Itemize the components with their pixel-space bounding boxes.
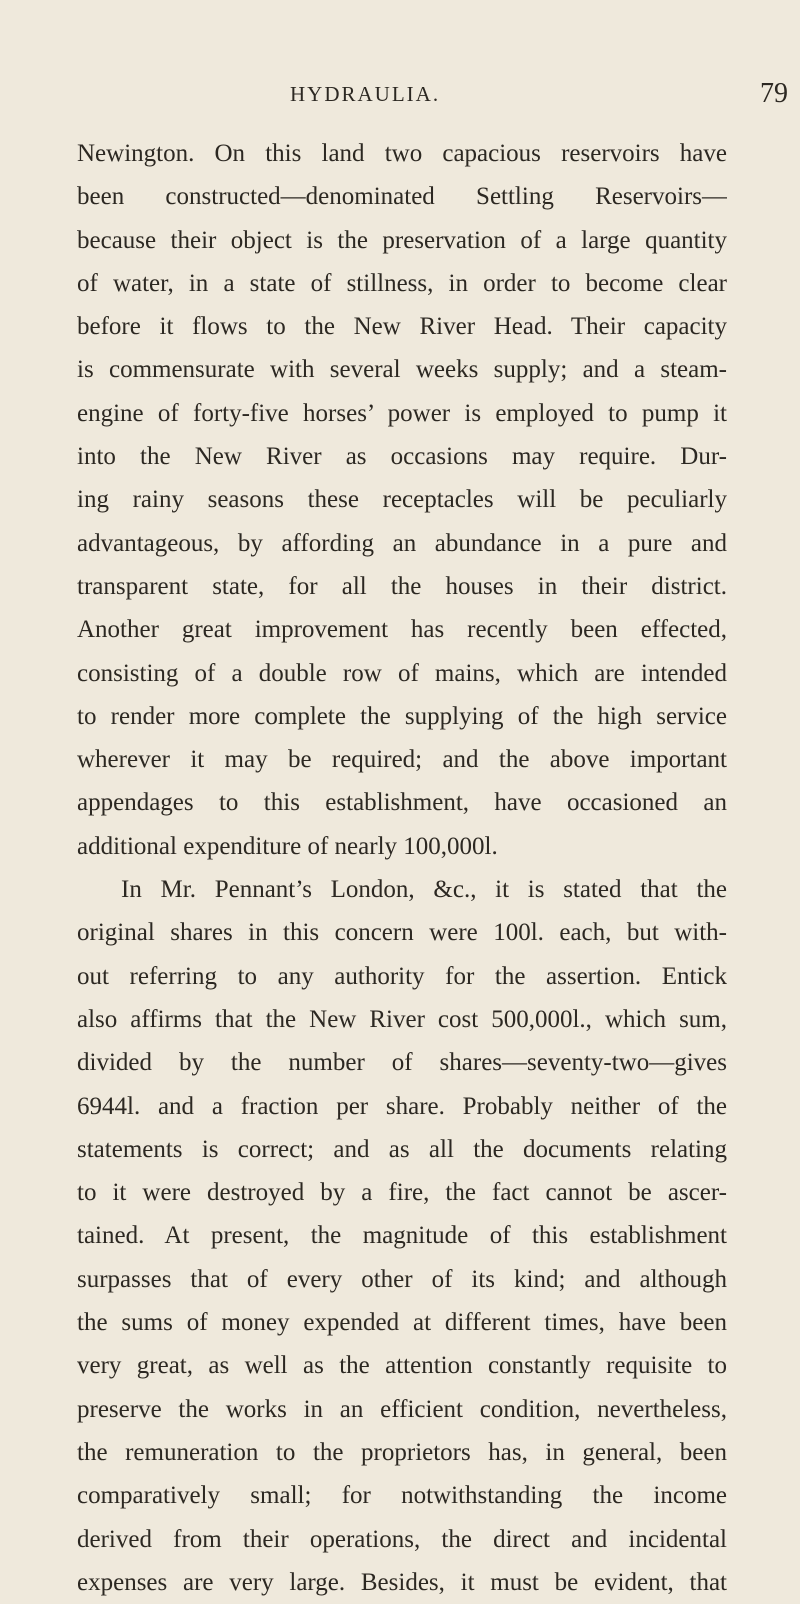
text-line: tained. At present, the magnitude of this establishment	[77, 1222, 727, 1250]
running-head: HYDRAULIA.	[290, 82, 441, 106]
text-line: derived from their operations, the direct and incidental	[77, 1525, 727, 1553]
text-line: statements is correct; and as all the documents relating	[77, 1135, 727, 1163]
page-header	[0, 78, 800, 118]
paragraph-end-line: additional expenditure of nearly 100,000l.	[77, 832, 498, 860]
text-line: wherever it may be required; and the above important	[77, 746, 727, 774]
text-line: very great, as well as the attention constantly requisite to	[77, 1352, 727, 1380]
text-line: Newington. On this land two capacious reservoirs have	[77, 140, 727, 167]
text-line: out referring to any authority for the assertion. Entick	[77, 962, 727, 990]
body-text	[77, 132, 727, 1604]
text-line: also affirms that the New River cost 500,000l., which sum,	[77, 1005, 727, 1033]
page-number: 79	[760, 78, 788, 109]
text-line: because their object is the preservation of a large quantity	[77, 226, 727, 254]
text-line: preserve the works in an efficient condition, nevertheless,	[77, 1395, 727, 1423]
text-line: appendages to this establishment, have occasioned an	[77, 789, 727, 817]
text-line: into the New River as occasions may require. Dur-	[77, 443, 727, 471]
text-line: is commensurate with several weeks supply; and a steam-	[77, 356, 727, 384]
text-line: to render more complete the supplying of the high service	[77, 702, 727, 730]
text-line: surpasses that of every other of its kind; and although	[77, 1265, 727, 1293]
text-line: been constructed—denominated Settling Reservoirs—	[77, 183, 727, 211]
text-line: Another great improvement has recently been effected,	[77, 616, 727, 644]
text-line: divided by the number of shares—seventy-two—gives	[77, 1049, 727, 1077]
paragraph-start-line: In Mr. Pennant’s London, &c., it is stated that the	[121, 876, 727, 904]
text-line: ing rainy seasons these receptacles will be peculiarly	[77, 486, 727, 514]
text-line: 6944l. and a fraction per share. Probably neither of the	[77, 1092, 727, 1120]
text-line: the sums of money expended at different times, have been	[77, 1309, 727, 1337]
text-line: of water, in a state of stillness, in order to become clear	[77, 269, 727, 297]
text-line: to it were destroyed by a fire, the fact cannot be ascer-	[77, 1179, 727, 1207]
text-line: before it flows to the New River Head. Their capacity	[77, 313, 727, 341]
text-line: comparatively small; for notwithstanding the income	[77, 1482, 727, 1510]
text-line: consisting of a double row of mains, which are intended	[77, 659, 727, 687]
text-line: expenses are very large. Besides, it must be evident, that	[77, 1568, 727, 1596]
text-line: the remuneration to the proprietors has, in general, been	[77, 1438, 727, 1466]
text-line: transparent state, for all the houses in their district.	[77, 572, 727, 600]
text-line: engine of forty-five horses’ power is employed to pump it	[77, 399, 727, 427]
text-line: advantageous, by affording an abundance in a pure and	[77, 529, 727, 557]
text-line: original shares in this concern were 100l. each, but with-	[77, 919, 727, 947]
